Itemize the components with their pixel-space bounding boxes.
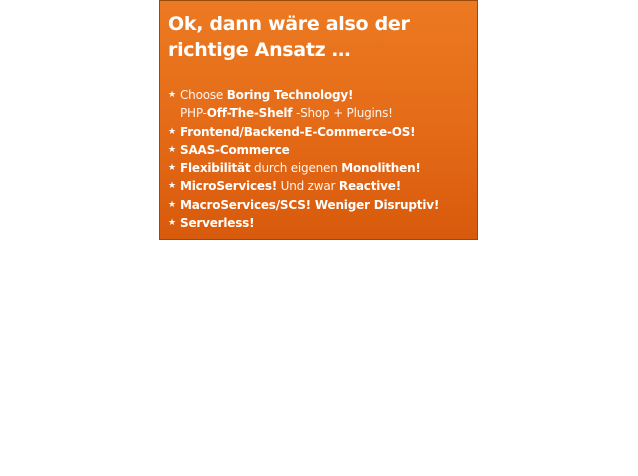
bullet-text-emphasis: Frontend/Backend-E-Commerce-OS! [180,124,416,139]
bullet-text-emphasis: MicroServices! [180,179,278,194]
bullet-item [168,123,473,141]
star-icon: ★ [168,90,176,100]
bullet-text-emphasis: SAAS-Commerce [180,142,290,157]
bullet-text: durch eigenen [250,161,342,176]
star-icon: ★ [168,218,176,229]
slide [159,0,478,240]
bullet-item [168,214,473,232]
slide-title [168,11,468,63]
star-icon: ★ [168,144,176,155]
bullet-text-emphasis: Off-The-Shelf [206,106,293,121]
bullet-text-emphasis: Monolithen! [341,161,421,176]
bullet-list [168,86,473,232]
star-icon: ★ [168,163,176,174]
bullet-item [168,86,473,104]
bullet-text: Und zwar [277,179,339,194]
bullet-item [168,177,473,195]
bullet-text-emphasis: MacroServices/SCS! Weniger Disruptiv! [180,197,440,212]
bullet-item-continuation [168,104,473,122]
bullet-text: -Shop + Plugins! [292,106,393,121]
bullet-text-emphasis: Flexibilität [180,161,251,176]
bullet-text-emphasis: Serverless! [180,216,255,231]
star-icon: ★ [168,181,176,192]
bullet-item [168,141,473,159]
bullet-text: PHP- [180,106,207,121]
bullet-item [168,196,473,214]
star-icon: ★ [168,199,176,210]
slide-title-line-2: richtige Ansatz … [168,39,351,61]
bullet-item [168,159,473,177]
star-icon: ★ [168,126,176,137]
bullet-text-emphasis: Boring Technology! [226,88,354,102]
bullet-text-emphasis: Reactive! [338,179,401,194]
slide-title-line-1: Ok, dann wäre also der [168,13,410,35]
bullet-text: Choose [180,88,227,102]
